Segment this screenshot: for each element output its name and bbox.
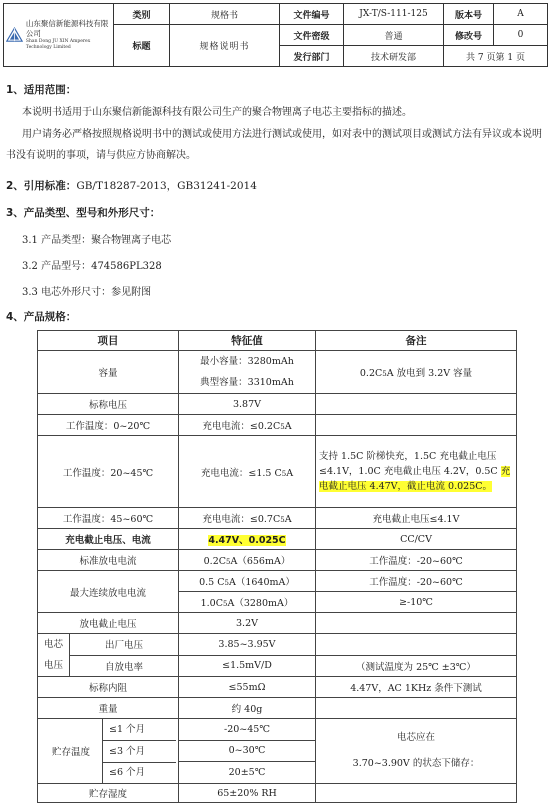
row-ship-voltage-label: 出厂电压 <box>70 634 179 656</box>
section-3-title: 3、产品类型、型号和外形尺寸： <box>6 207 161 219</box>
row-weight-label: 重量 <box>38 698 179 719</box>
doc-title: 规格说明书 <box>170 25 280 67</box>
storage-period-3: ≤6 个月 <box>109 767 146 778</box>
table-row <box>38 415 517 436</box>
row-discharge-cutoff-label: 放电截止电压 <box>38 613 179 634</box>
page-info: 共 7 页第 1 页 <box>444 46 548 67</box>
row-capacity-label: 容量 <box>38 351 179 394</box>
table-row <box>38 719 517 741</box>
storage-temp-1: -20~45℃ <box>179 719 316 741</box>
row-charge-cutoff-label: 充电截止电压、电流 <box>38 529 179 550</box>
company-logo-icon <box>6 25 23 45</box>
row-temp1-value: 充电电流：≤0.2C5A <box>179 415 316 436</box>
table-row <box>38 613 517 634</box>
table-row <box>38 550 517 571</box>
docno-value: JX-T/S-111-125 <box>344 4 444 25</box>
highlighted-note: 充电截止电压 4.47V，截止电流 0.025C。 <box>319 466 511 492</box>
row-humidity-label: 贮存湿度 <box>38 784 179 803</box>
version-value: A <box>494 4 548 25</box>
section-1-para-1: 本说明书适用于山东聚信新能源科技有限公司生产的聚合物锂离子电芯主要指标的描述。 <box>22 107 412 118</box>
row-resistance-label: 标称内阻 <box>38 677 179 698</box>
table-row <box>38 351 517 394</box>
version-label: 版本号 <box>444 4 494 25</box>
storage-temp-3: 20±5℃ <box>179 762 316 784</box>
capacity-min: 最小容量：3280mAh <box>200 356 294 367</box>
row-temp2-value: 充电电流：≤1.5 C5A <box>179 436 316 508</box>
row-self-discharge-label: 自放电率 <box>70 655 179 677</box>
row-max-discharge-value-1: 0.5 C5A（1640mA） <box>179 571 316 592</box>
storage-temp-cell <box>38 719 179 784</box>
storage-period-2: ≤3 个月 <box>103 741 176 763</box>
table-row <box>38 698 517 719</box>
col-item-header: 项目 <box>38 331 179 351</box>
category-value: 规格书 <box>170 4 280 25</box>
row-humidity-value: 65±20% RH <box>179 784 316 803</box>
table-row <box>38 394 517 415</box>
row-self-discharge-value: ≤1.5mV/D <box>179 655 316 677</box>
table-row <box>38 677 517 698</box>
table-row <box>38 571 517 592</box>
secret-value: 普通 <box>344 25 444 46</box>
secret-label: 文件密级 <box>280 25 344 46</box>
row-temp3-note: 充电截止电压≤4.1V <box>316 508 517 529</box>
row-charge-cutoff-note: CC/CV <box>316 529 517 550</box>
row-self-discharge-note: （测试温度为 25℃ ±3℃） <box>316 655 517 677</box>
table-row <box>38 436 517 508</box>
row-capacity-value <box>179 351 316 394</box>
section-1-para-2: 用户请务必严格按照规格说明书中的测试或使用方法进行测试或使用，如对表中的测试项目或测试方法有异议或本说明书没有说明的事项，请与供应方协商解决。 <box>6 129 542 161</box>
row-resistance-value: ≤55mΩ <box>179 677 316 698</box>
table-row <box>38 529 517 550</box>
row-temp2-note: 支持 1.5C 阶梯快充，1.5C 充电截止电压≤4.1V，1.0C 充电截止电压 4.2V，0.5C 充电截止电压 4.47V，截止电流 0.025C。 <box>316 436 517 508</box>
row-std-discharge-label: 标准放电电流 <box>38 550 179 571</box>
col-note-header: 备注 <box>316 331 517 351</box>
col-value-header: 特征值 <box>179 331 316 351</box>
cell-voltage-label: 电芯 电压 <box>38 634 70 677</box>
dept-label: 发行部门 <box>280 46 344 67</box>
row-max-discharge-note-2: ≥-10℃ <box>316 592 517 613</box>
capacity-typ: 典型容量：3310mAh <box>200 377 294 388</box>
section-2-value: GB/T18287-2013，GB31241-2014 <box>76 180 257 192</box>
row-max-discharge-label: 最大连续放电电流 <box>38 571 179 613</box>
row-capacity-note: 0.2C5A 放电到 3.2V 容量 <box>316 351 517 394</box>
row-max-discharge-note-1: 工作温度：-20~60℃ <box>316 571 517 592</box>
section-4-title: 4、产品规格： <box>6 311 77 323</box>
document-header <box>3 3 548 67</box>
row-std-discharge-note: 工作温度：-20~60℃ <box>316 550 517 571</box>
spec-table <box>37 330 517 803</box>
row-temp2-label: 工作温度：20~45℃ <box>38 436 179 508</box>
section-3-item-1: 3.1 产品类型：聚合物锂离子电芯 <box>22 235 172 246</box>
storage-temp-label: 贮存温度 <box>51 747 90 758</box>
row-max-discharge-value-2: 1.0C5A（3280mA） <box>179 592 316 613</box>
table-row <box>38 634 517 656</box>
row-nominal-voltage-label: 标称电压 <box>38 394 179 415</box>
charge-cutoff-highlight: 4.47V、0.025C <box>208 535 286 546</box>
row-temp3-value: 充电电流：≤0.7C5A <box>179 508 316 529</box>
storage-temp-2: 0~30℃ <box>179 740 316 762</box>
row-std-discharge-value: 0.2C5A（656mA） <box>179 550 316 571</box>
row-nominal-voltage-value: 3.87V <box>179 394 316 415</box>
rev-value: 0 <box>494 25 548 46</box>
docno-label: 文件编号 <box>280 4 344 25</box>
row-resistance-note: 4.47V，AC 1KHz 条件下测试 <box>316 677 517 698</box>
section-2-title: 2、引用标准： <box>6 180 77 192</box>
company-name-en: Shan Dong JU XIN Amperex Technology Limited <box>25 39 91 50</box>
row-ship-voltage-value: 3.85~3.95V <box>179 634 316 656</box>
title-label: 标题 <box>114 25 170 67</box>
section-2 <box>6 178 257 193</box>
logo-cell <box>4 4 114 67</box>
storage-period-1: ≤1 个月 <box>103 719 176 741</box>
row-weight-value: 约 40g <box>179 698 316 719</box>
rev-label: 修改号 <box>444 25 494 46</box>
row-discharge-cutoff-value: 3.2V <box>179 613 316 634</box>
storage-note: 电芯应在 3.70~3.90V 的状态下储存： <box>316 719 517 784</box>
table-row <box>38 508 517 529</box>
section-3-item-3: 3.3 电芯外形尺寸：参见附图 <box>22 287 152 298</box>
dept-value: 技术研发部 <box>344 46 444 67</box>
company-name-cn: 山东聚信新能源科技有限公司 <box>25 19 109 38</box>
row-charge-cutoff-value <box>179 529 316 550</box>
category-label: 类别 <box>114 4 170 25</box>
row-temp3-label: 工作温度：45~60℃ <box>38 508 179 529</box>
row-temp1-label: 工作温度：0~20℃ <box>38 415 179 436</box>
table-row <box>38 655 517 677</box>
section-1-title: 1、适用范围： <box>6 84 77 96</box>
section-3-item-2: 3.2 产品型号：474586PL328 <box>22 261 162 272</box>
